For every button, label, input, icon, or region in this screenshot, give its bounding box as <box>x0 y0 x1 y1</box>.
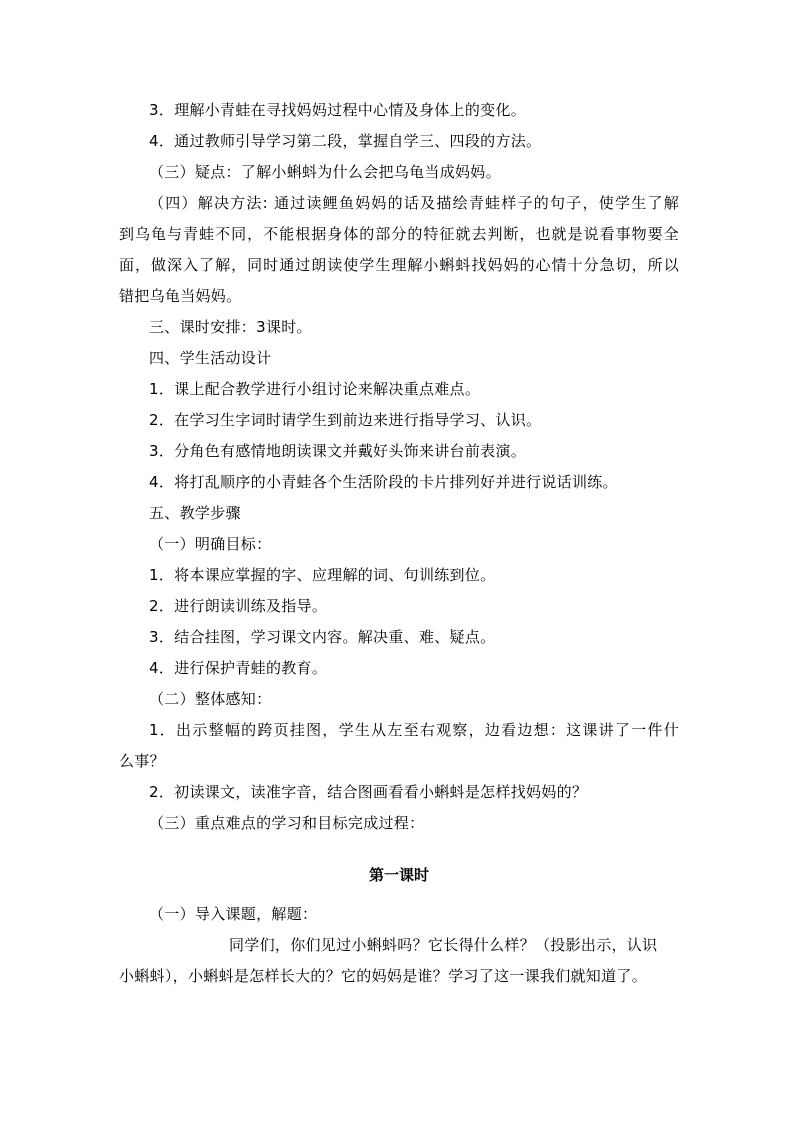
paragraph-line: 4．通过教师引导学习第二段，掌握自学三、四段的方法。 <box>149 132 542 150</box>
section-heading: 三、课时安排：3课时。 <box>149 318 312 336</box>
paragraph-line: 么事？ <box>119 752 165 770</box>
document-body <box>119 95 679 992</box>
paragraph-line: 到乌龟与青蛙不同，不能根据身体的部分的特征就去判断，也就是说看事物要全 <box>119 225 679 243</box>
list-item: 3．结合挂图，学习课文内容。解决重、难、疑点。 <box>149 628 496 646</box>
paragraph-line: 小蝌蚪），小蝌蚪是怎样长大的？它的妈妈是谁？学习了这一课我们就知道了。 <box>119 967 648 985</box>
list-item: 2．初读课文，读准字音，结合图画看看小蝌蚪是怎样找妈妈的？ <box>149 783 588 801</box>
section-heading: 四、学生活动设计 <box>149 349 272 367</box>
section-title: 第一课时 <box>368 866 429 884</box>
list-item: 1．出示整幅的跨页挂图，学生从左至右观察，边看边想：这课讲了一件什 <box>149 721 679 739</box>
section-heading: 五、教学步骤 <box>149 504 241 522</box>
subsection-heading: （一）导入课题，解题： <box>149 905 318 923</box>
list-item: 1．课上配合教学进行小组讨论来解决重点难点。 <box>149 380 481 398</box>
paragraph-line: 错把乌龟当妈妈。 <box>119 287 242 305</box>
paragraph-line: （三）疑点：了解小蝌蚪为什么会把乌龟当成妈妈。 <box>149 163 501 181</box>
list-item: 4．将打乱顺序的小青蛙各个生活阶段的卡片排列好并进行说话训练。 <box>149 473 618 491</box>
list-item: 4．进行保护青蛙的教育。 <box>149 659 328 677</box>
paragraph-line: （四）解决方法: 通过读鲤鱼妈妈的话及描绘青蛙样子的句子，使学生了解 <box>149 194 679 212</box>
subsection-heading: （三）重点难点的学习和目标完成过程： <box>149 814 425 832</box>
list-item: 2．在学习生字词时请学生到前边来进行指导学习、认识。 <box>149 411 542 429</box>
paragraph-line: 3．理解小青蛙在寻找妈妈过程中心情及身体上的变化。 <box>149 101 527 119</box>
subsection-heading: （二）整体感知： <box>149 690 272 708</box>
list-item: 3．分角色有感情地朗读课文并戴好头饰来讲台前表演。 <box>149 442 527 460</box>
subsection-heading: （一）明确目标： <box>149 535 272 553</box>
paragraph-line: 同学们，你们见过小蝌蚪吗？它长得什么样？（投影出示，认识 <box>229 936 658 954</box>
paragraph-line: 面，做深入了解，同时通过朗读使学生理解小蝌蚪找妈妈的心情十分急切，所以 <box>119 256 679 274</box>
list-item: 2．进行朗读训练及指导。 <box>149 597 328 615</box>
list-item: 1．将本课应掌握的字、应理解的词、句训练到位。 <box>149 566 496 584</box>
